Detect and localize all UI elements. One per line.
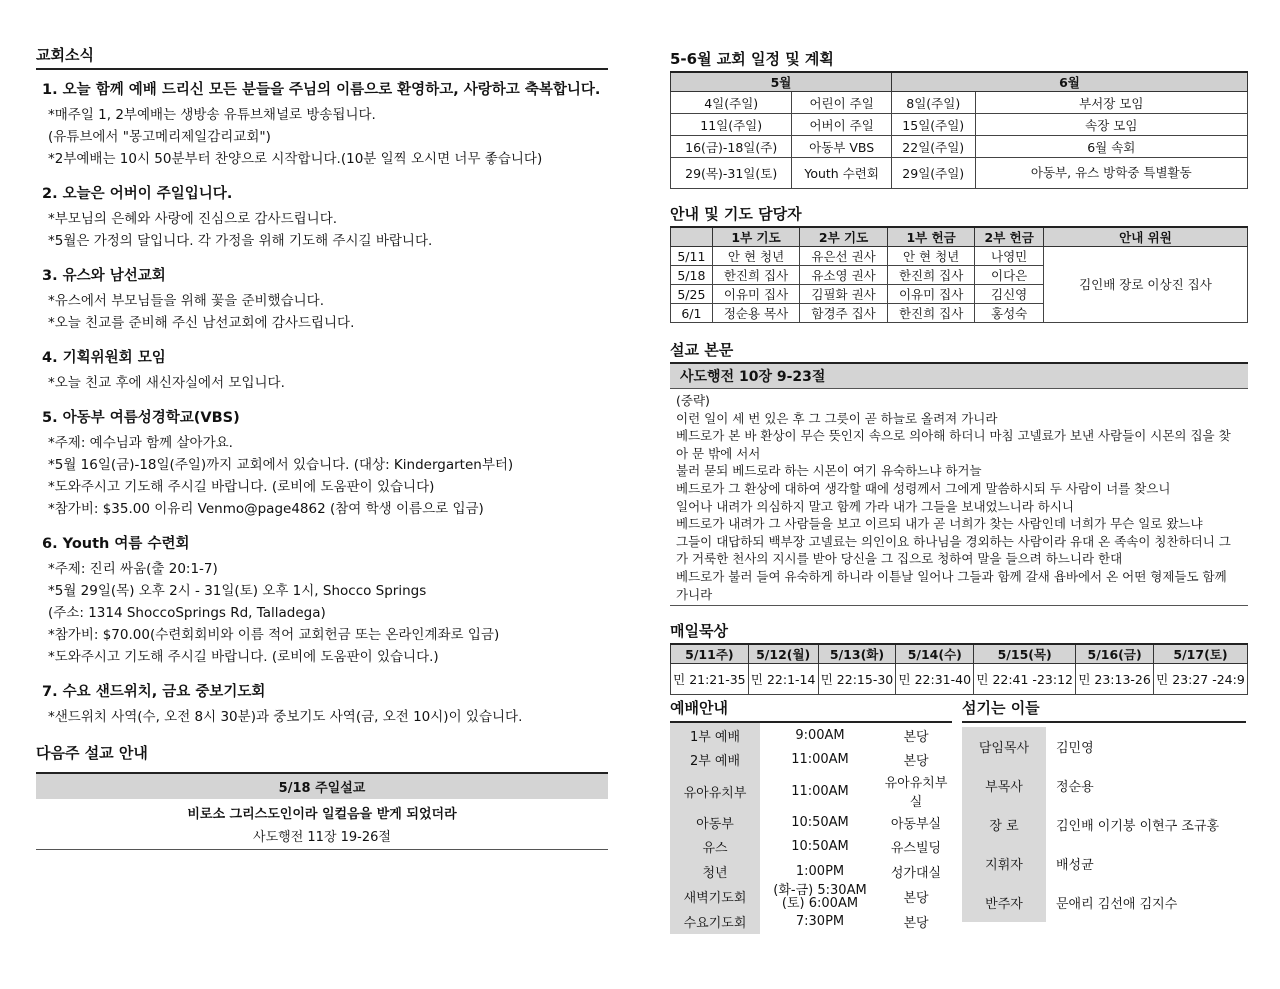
duty-cell: 함경주 집사 bbox=[800, 304, 888, 323]
news-line: *5월은 가정의 달입니다. 각 가정을 위해 기도해 주시길 바랍니다. bbox=[48, 233, 433, 249]
duty-cell: 이유미 집사 bbox=[887, 285, 975, 304]
news-title: 교회소식 bbox=[36, 44, 608, 70]
left-column bbox=[36, 44, 608, 850]
schedule-cell: 속장 모임 bbox=[975, 114, 1247, 136]
worship-row bbox=[670, 859, 952, 884]
worship-row bbox=[670, 835, 952, 860]
news-line: *참가비: $35.00 이유리 Venmo@page4862 (참여 학생 이름으로 입금) bbox=[48, 501, 484, 517]
worship-cell: 본당 bbox=[903, 916, 929, 932]
news-list bbox=[36, 80, 608, 728]
passage-line: 베드로가 불러 들여 유숙하게 하니라 이튿날 일어나 그들과 함께 갈새 욥바에서 온 어떤 형제들도 함께 가니라 bbox=[676, 568, 1227, 602]
minister-role: 지휘자 bbox=[962, 844, 1046, 883]
daily-cell: 민 22:41 -23:12 bbox=[974, 664, 1076, 695]
worship-cell: 청년 bbox=[670, 859, 760, 884]
news-item bbox=[36, 80, 608, 170]
worship-cell: 유아유치부 bbox=[670, 772, 760, 810]
worship-row bbox=[670, 884, 952, 910]
schedule-cell: 29(목)-31일(토) bbox=[671, 158, 792, 189]
worship-row bbox=[670, 910, 952, 935]
worship-cell: 1부 예배 bbox=[670, 723, 760, 748]
daily-table bbox=[670, 643, 1248, 695]
schedule-cell: 8일(주일) bbox=[891, 92, 975, 114]
minister-row bbox=[962, 844, 1246, 883]
news-line: *5월 29일(목) 오후 2시 - 31일(토) 오후 1시, Shocco Springs bbox=[48, 583, 427, 599]
schedule-row bbox=[671, 136, 1248, 158]
duty-title: 안내 및 기도 담당자 bbox=[670, 205, 802, 223]
schedule-may-header: 5월 bbox=[671, 72, 892, 92]
worship-table bbox=[670, 723, 952, 934]
minister-row bbox=[962, 727, 1246, 766]
schedule-row bbox=[671, 158, 1248, 189]
passage-line: 일어나 내려가 의심하지 말고 함께 가라 내가 그들을 보내었느니라 하시니 bbox=[676, 498, 1075, 514]
worship-cell: 본당 bbox=[903, 754, 929, 770]
duty-header: 2부 헌금 bbox=[975, 227, 1044, 247]
minister-role: 담임목사 bbox=[962, 727, 1046, 766]
duty-cell: 한진희 집사 bbox=[887, 304, 975, 323]
duty-row bbox=[671, 247, 1248, 266]
schedule-cell: 어린이 주일 bbox=[792, 92, 892, 114]
worship-cell: 본당 bbox=[903, 729, 929, 745]
news-item bbox=[36, 184, 608, 252]
right-column bbox=[670, 44, 1248, 932]
news-heading: 6. Youth 여름 수련회 bbox=[42, 536, 190, 552]
schedule-row bbox=[671, 114, 1248, 136]
worship-cell: 7:30PM bbox=[795, 914, 845, 930]
passage-box bbox=[670, 362, 1248, 606]
worship-cell: 수요기도회 bbox=[670, 910, 760, 935]
news-line: *참가비: $70.00(수련회회비와 이름 적어 교회헌금 또는 온라인계좌로 입금) bbox=[48, 627, 500, 643]
minister-names: 정순용 bbox=[1056, 780, 1094, 795]
duty-cell: 유은선 권사 bbox=[800, 247, 888, 266]
schedule-cell: 4일(주일) bbox=[671, 92, 792, 114]
worship-cell: 본당 bbox=[903, 891, 929, 906]
minister-names: 배성균 bbox=[1056, 858, 1094, 873]
schedule-cell: 11일(주일) bbox=[671, 114, 792, 136]
schedule-cell: 16(금)-18일(주) bbox=[671, 136, 792, 158]
duty-header bbox=[671, 227, 713, 247]
daily-header: 5/13(화) bbox=[818, 644, 896, 664]
passage-line: 불러 묻되 베드로라 하는 시몬이 여기 유숙하느냐 하거늘 bbox=[676, 463, 982, 479]
daily-header: 5/14(수) bbox=[896, 644, 974, 664]
minister-names: 김민영 bbox=[1056, 741, 1094, 756]
news-heading: 2. 오늘은 어버이 주일입니다. bbox=[42, 186, 233, 202]
worship-row bbox=[670, 810, 952, 835]
schedule-cell: 아동부, 유스 방학중 특별활동 bbox=[975, 158, 1247, 189]
passage-line: (중략) bbox=[676, 393, 710, 408]
schedule-cell: 29일(주일) bbox=[891, 158, 975, 189]
passage-line: 그들이 대답하되 백부장 고넬료는 의인이요 하나님을 경외하는 사람이라 유대 온 족속이 칭찬하더니 그가 거룩한 천사의 지시를 받아 당신을 그 집으로 청하여 말을 들으려 하느니라 한대 bbox=[676, 533, 1231, 567]
duty-header: 1부 헌금 bbox=[887, 227, 975, 247]
next-sermon-title: 다음주 설교 안내 bbox=[36, 744, 148, 762]
minister-row bbox=[962, 805, 1246, 844]
duty-cell: 안 현 청년 bbox=[887, 247, 975, 266]
news-line: *샌드위치 사역(수, 오전 8시 30분)과 중보기도 사역(금, 오전 10시)이 있습니다. bbox=[48, 709, 523, 725]
passage-line: 이런 일이 세 번 있은 후 그 그릇이 곧 하늘로 올려져 가니라 bbox=[676, 410, 998, 426]
news-item bbox=[36, 266, 608, 334]
duty-header: 안내 위원 bbox=[1043, 227, 1247, 247]
duty-header: 1부 기도 bbox=[712, 227, 800, 247]
news-line: *주제: 예수님과 함께 살아가요. bbox=[48, 435, 233, 451]
duty-header: 2부 기도 bbox=[800, 227, 888, 247]
news-line: *5월 16일(금)-18일(주일)까지 교회에서 있습니다. (대상: Kindergarten부터) bbox=[48, 457, 514, 473]
daily-cell: 민 23:27 -24:9 bbox=[1153, 664, 1247, 695]
duty-table bbox=[670, 226, 1248, 323]
daily-cell: 민 22:15-30 bbox=[818, 664, 896, 695]
worship-cell: 유아유치부실 bbox=[884, 776, 948, 810]
news-line: *부모님의 은혜와 사랑에 진심으로 감사드립니다. bbox=[48, 211, 338, 227]
news-line: *주제: 진리 싸움(출 20:1-7) bbox=[48, 561, 218, 577]
passage-line: 베드로가 내려가 그 사람들을 보고 이르되 내가 곧 너희가 찾는 사람인데 너희가 무슨 일로 왔느냐 bbox=[676, 516, 1203, 532]
passage-line: 베드로가 그 환상에 대하여 생각할 때에 성령께서 그에게 말씀하시되 두 사람이 너를 찾으니 bbox=[676, 480, 1171, 496]
news-heading: 4. 기획위원회 모임 bbox=[42, 350, 166, 366]
duty-cell: 나영민 bbox=[975, 247, 1044, 266]
minister-names: 김인배 이기붕 이현구 조규홍 bbox=[1056, 819, 1220, 834]
worship-row bbox=[670, 723, 952, 748]
news-line: (유튜브에서 "몽고메리제일감리교회") bbox=[48, 129, 271, 145]
passage-line: 베드로가 본 바 환상이 무슨 뜻인지 속으로 의아해 하더니 마침 고넬료가 보낸 사람들이 시몬의 집을 찾아 문 밖에 서서 bbox=[676, 428, 1231, 461]
worship-cell: 10:50AM bbox=[791, 814, 849, 830]
duty-cell: 이유미 집사 bbox=[712, 285, 800, 304]
passage-text bbox=[670, 389, 1248, 605]
daily-header: 5/16(금) bbox=[1076, 644, 1154, 664]
duty-cell: 유소영 권사 bbox=[800, 266, 888, 285]
worship-cell: 아동부 bbox=[670, 810, 760, 835]
minister-names: 문애리 김선애 김지수 bbox=[1056, 897, 1178, 912]
schedule-row bbox=[671, 92, 1248, 114]
duty-cell: 5/18 bbox=[671, 266, 713, 285]
ministers-section bbox=[962, 697, 1246, 922]
worship-row bbox=[670, 772, 952, 810]
news-heading: 1. 오늘 함께 예배 드리신 모든 분들을 주님의 이름으로 환영하고, 사랑하고 축복합니다. bbox=[42, 82, 601, 98]
duty-ushers: 김인배 장로 이상진 집사 bbox=[1043, 247, 1247, 323]
minister-role: 반주자 bbox=[962, 883, 1046, 922]
schedule-title: 5-6월 교회 일정 및 계획 bbox=[670, 50, 834, 68]
news-heading: 3. 유스와 남선교회 bbox=[42, 268, 166, 284]
worship-cell: 2부 예배 bbox=[670, 748, 760, 773]
duty-cell: 한진희 집사 bbox=[712, 266, 800, 285]
worship-cell: 1:00PM bbox=[795, 863, 845, 879]
daily-header: 5/15(목) bbox=[974, 644, 1076, 664]
schedule-cell: 어버이 주일 bbox=[792, 114, 892, 136]
duty-cell: 김필화 권사 bbox=[800, 285, 888, 304]
worship-cell: 유스 bbox=[670, 835, 760, 860]
schedule-table bbox=[670, 71, 1248, 189]
ministers-title: 섬기는 이들 bbox=[962, 697, 1246, 723]
schedule-june-header: 6월 bbox=[891, 72, 1247, 92]
worship-title: 예배안내 bbox=[670, 697, 952, 723]
worship-cell: 유스빌딩 bbox=[890, 841, 942, 857]
news-line: *매주일 1, 2부예배는 생방송 유튜브채널로 방송됩니다. bbox=[48, 107, 376, 123]
next-sermon-box bbox=[36, 772, 608, 850]
news-line: *오늘 친교를 준비해 주신 남선교회에 감사드립니다. bbox=[48, 315, 355, 331]
duty-cell: 김신영 bbox=[975, 285, 1044, 304]
daily-cell: 민 21:21-35 bbox=[671, 664, 749, 695]
duty-cell: 이다은 bbox=[975, 266, 1044, 285]
daily-header: 5/17(토) bbox=[1153, 644, 1247, 664]
schedule-cell: 22일(주일) bbox=[891, 136, 975, 158]
worship-cell: 새벽기도회 bbox=[670, 884, 760, 910]
worship-cell: 10:50AM bbox=[791, 839, 849, 855]
schedule-cell: Youth 수련회 bbox=[792, 158, 892, 189]
worship-cell: 성가대실 bbox=[890, 865, 942, 881]
schedule-cell: 6월 속회 bbox=[975, 136, 1247, 158]
duty-cell: 정순용 목사 bbox=[712, 304, 800, 323]
daily-cell: 민 22:1-14 bbox=[748, 664, 818, 695]
next-sermon-heading: 비로소 그리스도인이라 일컬음을 받게 되었더라 bbox=[187, 807, 457, 822]
daily-header: 5/11주) bbox=[671, 644, 749, 664]
daily-header: 5/12(월) bbox=[748, 644, 818, 664]
worship-cell: 11:00AM bbox=[791, 752, 849, 768]
schedule-cell: 15일(주일) bbox=[891, 114, 975, 136]
ministers-table bbox=[962, 727, 1246, 922]
news-item bbox=[36, 682, 608, 728]
duty-cell: 5/25 bbox=[671, 285, 713, 304]
news-item bbox=[36, 408, 608, 520]
news-line: (주소: 1314 ShoccoSprings Rd, Talladega) bbox=[48, 605, 326, 621]
duty-cell: 한진희 집사 bbox=[887, 266, 975, 285]
news-line: *오늘 친교 후에 새신자실에서 모입니다. bbox=[48, 375, 285, 391]
duty-cell: 5/11 bbox=[671, 247, 713, 266]
news-heading: 7. 수요 샌드위치, 금요 중보기도회 bbox=[42, 684, 266, 700]
duty-cell: 홍성숙 bbox=[975, 304, 1044, 323]
schedule-cell: 아동부 VBS bbox=[792, 136, 892, 158]
schedule-cell: 부서장 모임 bbox=[975, 92, 1247, 114]
worship-row bbox=[670, 748, 952, 773]
daily-cell: 민 23:13-26 bbox=[1076, 664, 1154, 695]
daily-title: 매일묵상 bbox=[670, 622, 728, 641]
worship-cell: (화-금) 5:30AM (토) 6:00AM bbox=[773, 882, 867, 911]
next-sermon-date: 5/18 주일설교 bbox=[36, 774, 608, 799]
minister-role: 부목사 bbox=[962, 766, 1046, 805]
duty-cell: 6/1 bbox=[671, 304, 713, 323]
worship-cell: 11:00AM bbox=[791, 783, 849, 799]
news-item bbox=[36, 534, 608, 668]
duty-cell: 안 현 청년 bbox=[712, 247, 800, 266]
worship-section bbox=[670, 697, 952, 934]
daily-cell: 민 22:31-40 bbox=[896, 664, 974, 695]
news-line: *도와주시고 기도해 주시길 바랍니다. (로비에 도움판이 있습니다) bbox=[48, 479, 435, 495]
minister-row bbox=[962, 766, 1246, 805]
next-sermon-reference: 사도행전 11장 19-26절 bbox=[253, 830, 391, 845]
minister-role: 장 로 bbox=[962, 805, 1046, 844]
worship-cell: 9:00AM bbox=[795, 727, 845, 743]
news-heading: 5. 아동부 여름성경학교(VBS) bbox=[42, 410, 240, 426]
news-item bbox=[36, 348, 608, 394]
passage-reference: 사도행전 10장 9-23절 bbox=[670, 362, 1248, 389]
news-line: *2부예배는 10시 50분부터 찬양으로 시작합니다.(10분 일찍 오시면 너무 좋습니다) bbox=[48, 151, 543, 167]
news-line: *유스에서 부모님들을 위해 꽃을 준비했습니다. bbox=[48, 293, 324, 309]
minister-row bbox=[962, 883, 1246, 922]
passage-title: 설교 본문 bbox=[670, 341, 734, 359]
worship-cell: 아동부실 bbox=[890, 816, 942, 832]
news-line: *도와주시고 기도해 주시길 바랍니다. (로비에 도움판이 있습니다.) bbox=[48, 649, 439, 665]
